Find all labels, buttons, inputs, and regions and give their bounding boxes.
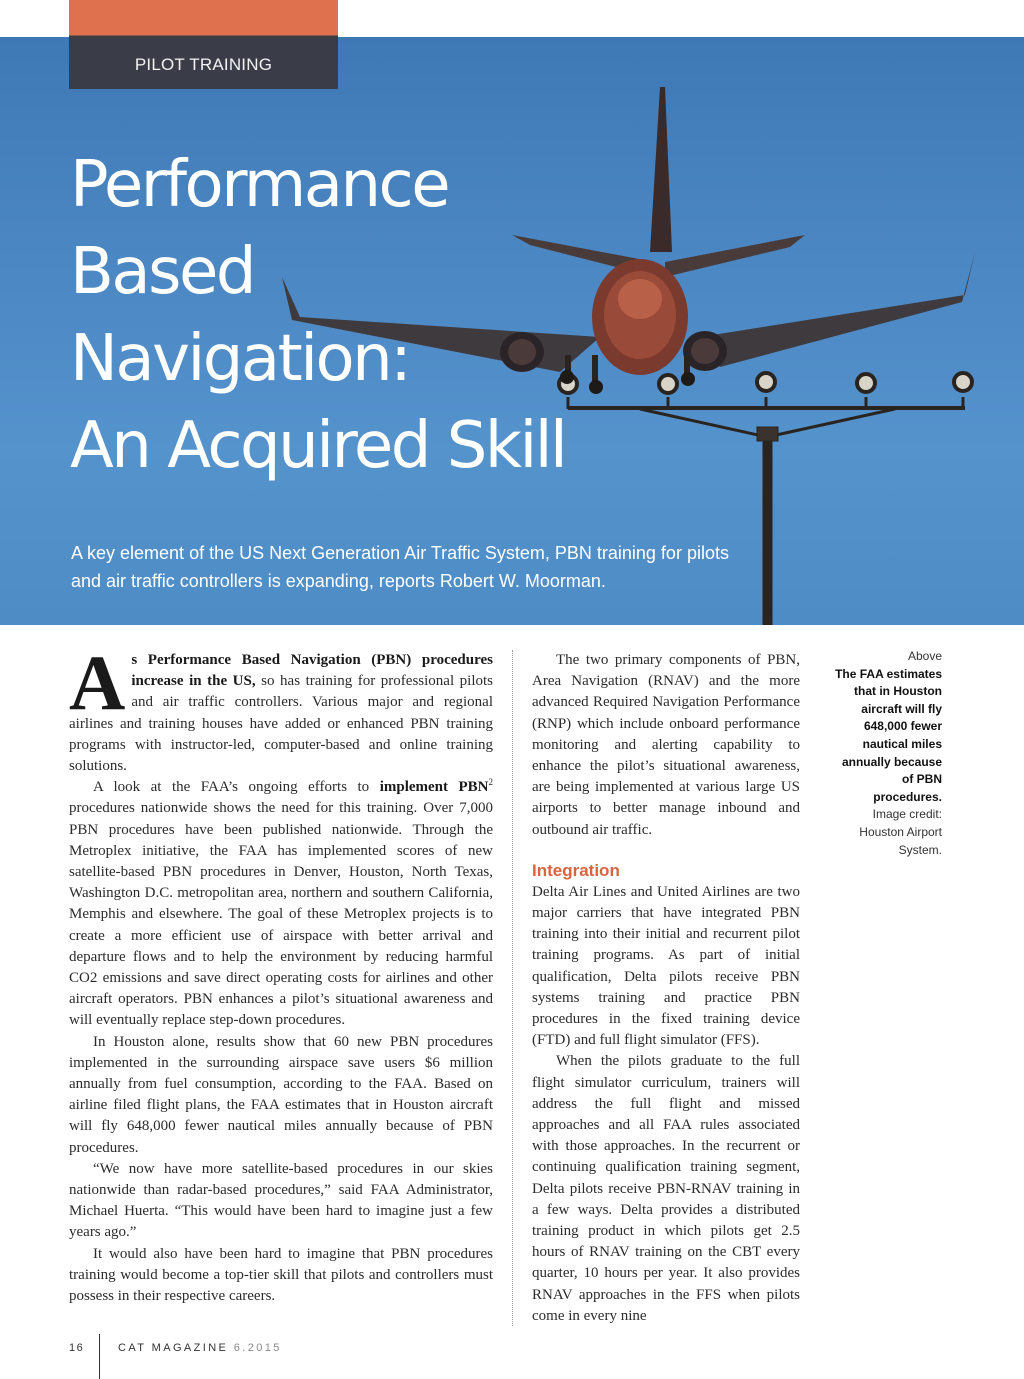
photo-caption — [830, 648, 942, 859]
paragraph-4: “We now have more satellite-based procedures in our skies nationwide than radar-based procedures,” said FAA Administrator, Michael Huerta. “This would have been hard to imagine just a few years ago.” — [69, 1160, 493, 1241]
article-column-middle — [532, 650, 800, 1327]
hero-banner — [0, 0, 1024, 625]
paragraph-m3: When the pilots graduate to the full flight simulator curriculum, trainers will address the full flight and missed approaches and all FAA rules associated with those approaches. In the recurrent or continuing qualification training segment, Delta pilots receive PBN-RNAV training in a few ways. Delta provides a distributed training product in which pilots get 2.5 hours of RNAV training on the CBT every quarter, 10 hours per year. It also provides RNAV approaches in the FFS when pilots come in every nine — [532, 1053, 800, 1324]
footer-rule — [99, 1334, 100, 1379]
magazine-footer — [118, 1342, 282, 1354]
paragraph-5: It would also have been hard to imagine that PBN procedures training would become a top-tier skill that pilots and controllers must possess in their respective careers. — [69, 1245, 493, 1305]
implement-pbn-link[interactable]: implement PBN — [379, 779, 489, 796]
subhead-integration: Integration — [532, 860, 620, 880]
paragraph-lead — [69, 639, 493, 777]
title-line-1: Performance — [70, 148, 449, 222]
paragraph-m2: Delta Air Lines and United Airlines are two major carriers that have integrated PBN training into their initial and recurrent pilot training programs. As part of initial qualification, Delta pilots receive PBN systems training and practice PBN procedures in the fixed training device (FTD) and full flight simulator (FFS). — [532, 883, 800, 1049]
paragraph-m1: The two primary components of PBN, Area Navigation (RNAV) and the more advanced Required Navigation Performance (RNP) which include onboard performance monitoring and alerting capability to enhance the pilot’s situational awareness, are being implemented at various large US airports to better manage inbound and outbound air traffic. — [532, 652, 800, 838]
column-divider — [512, 650, 513, 1326]
lead-text: so has training for professional pilots and air traffic controllers. Various major and regional airlines and training houses have added or enhanced PBN training programs with instructor-led, computer-based and online training solutions. — [69, 673, 493, 775]
drop-cap: A — [69, 639, 126, 726]
section-tab — [69, 0, 338, 89]
page-number: 16 — [69, 1342, 85, 1354]
paragraph-3: In Houston alone, results show that 60 new PBN procedures implemented in the surrounding airspace save users $6 million annually from fuel consumption, according to the FAA. Based on airline filed flight plans, the FAA estimates that in Houston aircraft will fly 648,000 fewer nautical miles annually because of PBN procedures. — [69, 1033, 493, 1156]
lead-bold-text: s Performance Based Navigation (PBN) procedures increase in the US, — [131, 652, 493, 690]
p2-text-after: procedures nationwide shows the need for this training. Over 7,000 PBN procedures have been published nationwide. Through the Metroplex initiative, the FAA has implemented scores of new satellite-based PBN procedures in Denver, Houston, North Texas, Washington D.C. metropolitan area, northern and southern California, Memphis and elsewhere. The goal of these Metroplex projects is to create a more efficient use of airspace with better arrival and departure flows and to help the environment by reducing harmful CO2 emissions and save direct operating costs for airlines and other aircraft operators. PBN enhances a pilot’s situational awareness and will eventually replace step-down procedures. — [69, 800, 493, 1029]
title-line-4: An Acquired Skill — [70, 409, 566, 483]
deck-text: A key element of the US Next Generation Air Traffic System, PBN training for pilots and air traffic controllers is expanding, reports — [71, 543, 729, 591]
magazine-name: CAT MAGAZINE — [118, 1342, 234, 1354]
article-deck — [71, 539, 751, 595]
deck-author: Robert W. Moorman. — [439, 571, 606, 591]
section-label: PILOT TRAINING — [134, 55, 273, 74]
article-title — [70, 142, 630, 490]
title-line-3: Navigation: — [70, 322, 410, 396]
p2-text-before: A look at the FAA’s ongoing efforts to — [93, 779, 380, 796]
title-line-2: Based — [70, 235, 254, 309]
article-column-left — [69, 639, 493, 1307]
caption-text: The FAA estimates that in Houston aircraft will fly 648,000 fewer nautical miles annually because of PBN procedures. — [835, 666, 942, 804]
footnote-ref[interactable]: 2 — [488, 777, 493, 788]
caption-credit: Image credit: Houston Airport System. — [859, 807, 942, 857]
magazine-issue: 6.2015 — [233, 1342, 282, 1354]
paragraph-2 — [69, 777, 493, 1031]
caption-label: Above — [907, 649, 942, 663]
